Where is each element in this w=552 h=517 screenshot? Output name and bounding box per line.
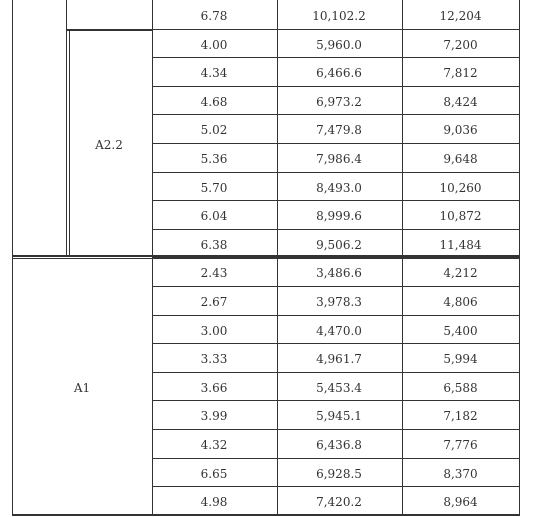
table-cell: 6,436.8: [316, 438, 362, 452]
grid-line: [152, 486, 520, 487]
grid-line: [152, 86, 520, 87]
table-cell: 7,776: [443, 438, 478, 452]
table-cell: 4.00: [200, 37, 228, 52]
table-cell: 3,978.3: [316, 295, 362, 309]
grid-line: [66, 0, 67, 255]
table-cell: 4,806: [443, 295, 478, 309]
table-cell: 5.36: [200, 152, 228, 166]
grid-line: [152, 172, 520, 173]
table-cell: 11,484: [439, 237, 482, 252]
grid-line: [152, 0, 153, 515]
table-cell: 2.67: [200, 295, 228, 309]
table-cell: 3.33: [200, 352, 228, 367]
table-cell: 5,994: [443, 352, 478, 367]
table-cell: 3,486.6: [316, 266, 362, 281]
table-cell: 7,812: [443, 66, 478, 81]
table-cell: 3.66: [200, 380, 228, 395]
table-cell: 9,506.2: [316, 237, 362, 252]
group-label-a1: A1: [73, 381, 91, 395]
grid-line: [277, 0, 278, 515]
grid-line: [12, 255, 520, 257]
grid-line: [152, 229, 520, 230]
table-cell: 10,260: [439, 180, 482, 195]
table-cell: 7,479.8: [316, 123, 362, 138]
grid-line: [152, 458, 520, 459]
table-cell: 10,872: [439, 209, 482, 224]
table-cell: 8,493.0: [316, 180, 362, 195]
table-cell: 8,964: [443, 495, 478, 510]
table-cell: 5,960.0: [316, 37, 362, 52]
table-cell: 7,200: [443, 37, 478, 52]
table-cell: 3.99: [200, 409, 228, 424]
grid-line: [402, 0, 403, 515]
grid-line: [152, 372, 520, 373]
table-cell: 5,945.1: [316, 409, 362, 424]
table-cell: 6,928.5: [316, 466, 362, 481]
table-cell: 5.02: [200, 123, 228, 138]
table-cell: 6,973.2: [316, 94, 362, 109]
table-cell: 6.04: [200, 209, 228, 224]
table-cell: 10,102.2: [312, 9, 366, 23]
table-cell: 5,400: [443, 323, 478, 338]
group-label-a2-2: A2.2: [95, 138, 123, 152]
grid-line: [12, 0, 13, 515]
table-cell: 6.65: [200, 466, 228, 481]
table-cell: 4,961.7: [316, 352, 362, 367]
table-cell: 4.32: [200, 438, 228, 452]
grid-line: [152, 343, 520, 344]
table-cell: 6.38: [200, 237, 228, 252]
table-cell: 8,999.6: [316, 209, 362, 224]
table-cell: 4,470.0: [316, 323, 362, 338]
table-cell: 6,588: [443, 380, 478, 395]
grid-line: [152, 57, 520, 58]
table-cell: 7,986.4: [316, 152, 362, 166]
grid-line: [152, 315, 520, 316]
grid-line: [152, 286, 520, 287]
table-cell: 7,420.2: [316, 495, 362, 510]
grid-line: [152, 400, 520, 401]
table-cell: 6.78: [200, 9, 228, 23]
table-cell: 9,648: [443, 152, 478, 166]
table-cell: 4,212: [443, 266, 478, 281]
table-cell: 5.70: [200, 180, 228, 195]
grid-line: [152, 114, 520, 115]
grid-line: [152, 29, 520, 30]
grid-line: [12, 258, 520, 259]
table-cell: 2.43: [200, 266, 228, 281]
table-cell: 8,424: [443, 94, 478, 109]
grid-line: [152, 143, 520, 144]
table-cell: 12,204: [439, 9, 482, 23]
grid-line: [519, 0, 520, 515]
table-cell: 7,182: [443, 409, 478, 424]
table-cell: 6,466.6: [316, 66, 362, 81]
grid-line: [152, 429, 520, 430]
table-cell: 8,370: [443, 466, 478, 481]
table-cell: 5,453.4: [316, 380, 362, 395]
table-cell: 9,036: [443, 123, 478, 138]
table-cell: 4.34: [200, 66, 228, 81]
grid-line: [66, 29, 152, 31]
grid-line: [69, 29, 70, 255]
grid-line: [12, 514, 520, 516]
table-cell: 4.68: [200, 94, 228, 109]
table-cell: 3.00: [200, 323, 228, 338]
table-cell: 4.98: [200, 495, 228, 510]
grid-line: [152, 200, 520, 201]
